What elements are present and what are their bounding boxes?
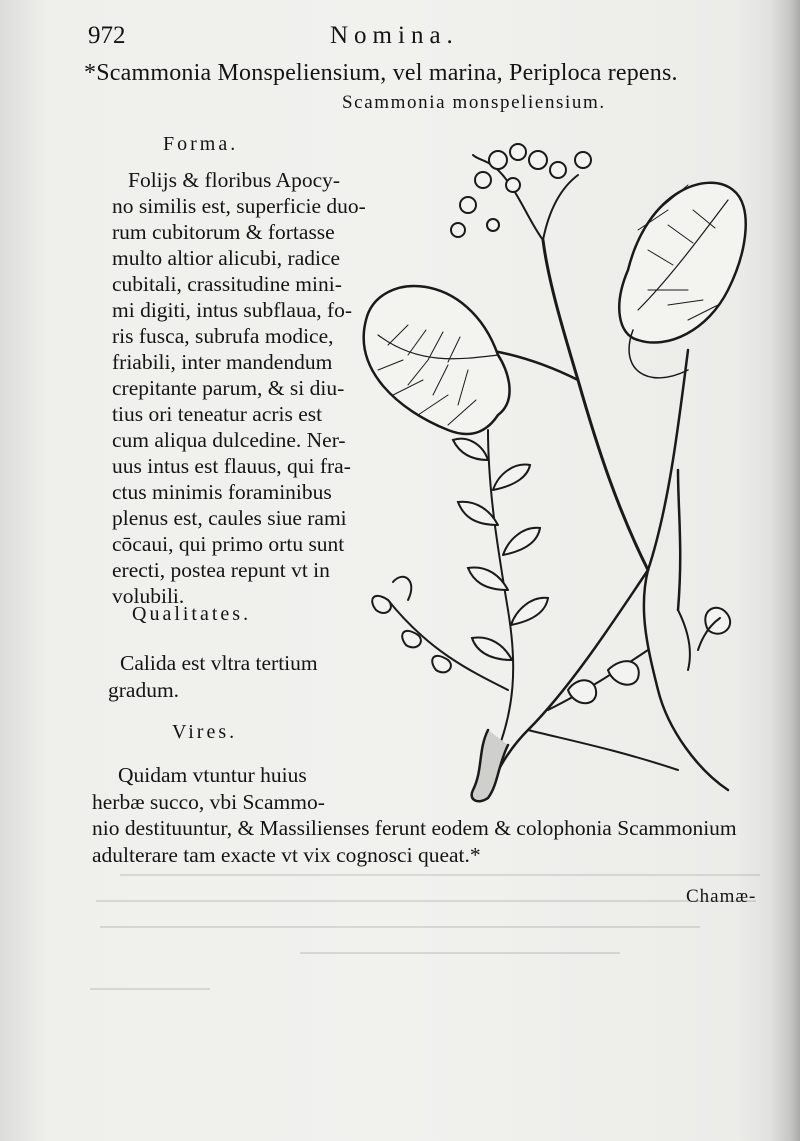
text-line: friabili, inter mandendum: [112, 350, 333, 374]
text-line: multo altior alicubi, radice: [112, 246, 341, 270]
catchword: Chamæ-: [686, 886, 757, 907]
text-line: Folijs & floribus Apocy-: [128, 168, 341, 192]
text-line: ctus minimis foraminibus: [112, 480, 332, 504]
text-line: cubitali, crassitudine mini-: [112, 272, 342, 296]
text-line: nio destituuntur, & Massilienses ferunt eodem & colophonia Scammonium: [92, 816, 737, 840]
text-line: no similis est, superficie duo-: [112, 194, 366, 218]
running-title: Nomina.: [330, 22, 459, 49]
text-line: ris fusca, subrufa modice,: [112, 324, 334, 348]
text-line: cōcaui, qui primo ortu sunt: [112, 532, 345, 556]
text-line: Calida est vltra tertium: [120, 651, 318, 675]
text-line: mi digiti, intus subflaua, fo-: [112, 298, 353, 322]
text-line: herbæ succo, vbi Scammo-: [92, 789, 325, 814]
qualitates-text: [108, 650, 318, 704]
text-line: plenus est, caules siue rami: [112, 506, 347, 530]
text-line: crepitante parum, & si diu-: [112, 376, 345, 400]
text-line: uus intus est flauus, qui fra-: [112, 454, 351, 478]
text-line: volubili.: [112, 584, 185, 608]
plate-caption: Scammonia monspeliensium.: [342, 92, 606, 113]
plant-woodcut-illustration: [348, 130, 768, 820]
heading-forma: Forma.: [163, 133, 239, 155]
text-line: erecti, postea repunt vt in: [112, 558, 330, 582]
page-number: 972: [88, 22, 126, 49]
heading-qualitates: Qualitates.: [132, 603, 252, 625]
bleed-through-text: [0, 860, 800, 1020]
forma-text: [112, 167, 366, 609]
text-line: cum aliqua dulcedine. Ner-: [112, 428, 346, 452]
text-line: tius ori teneatur acris est: [112, 402, 323, 426]
heading-vires: Vires.: [172, 721, 238, 743]
text-line: adulterare tam exacte vt vix cognosci queat.*: [92, 842, 481, 867]
text-line: Quidam vtuntur huius: [118, 763, 307, 787]
text-line: gradum.: [108, 678, 180, 702]
text-line: rum cubitorum & fortasse: [112, 220, 335, 244]
entry-title: *Scammonia Monspeliensium, vel marina, Periploca repens.: [84, 60, 678, 86]
